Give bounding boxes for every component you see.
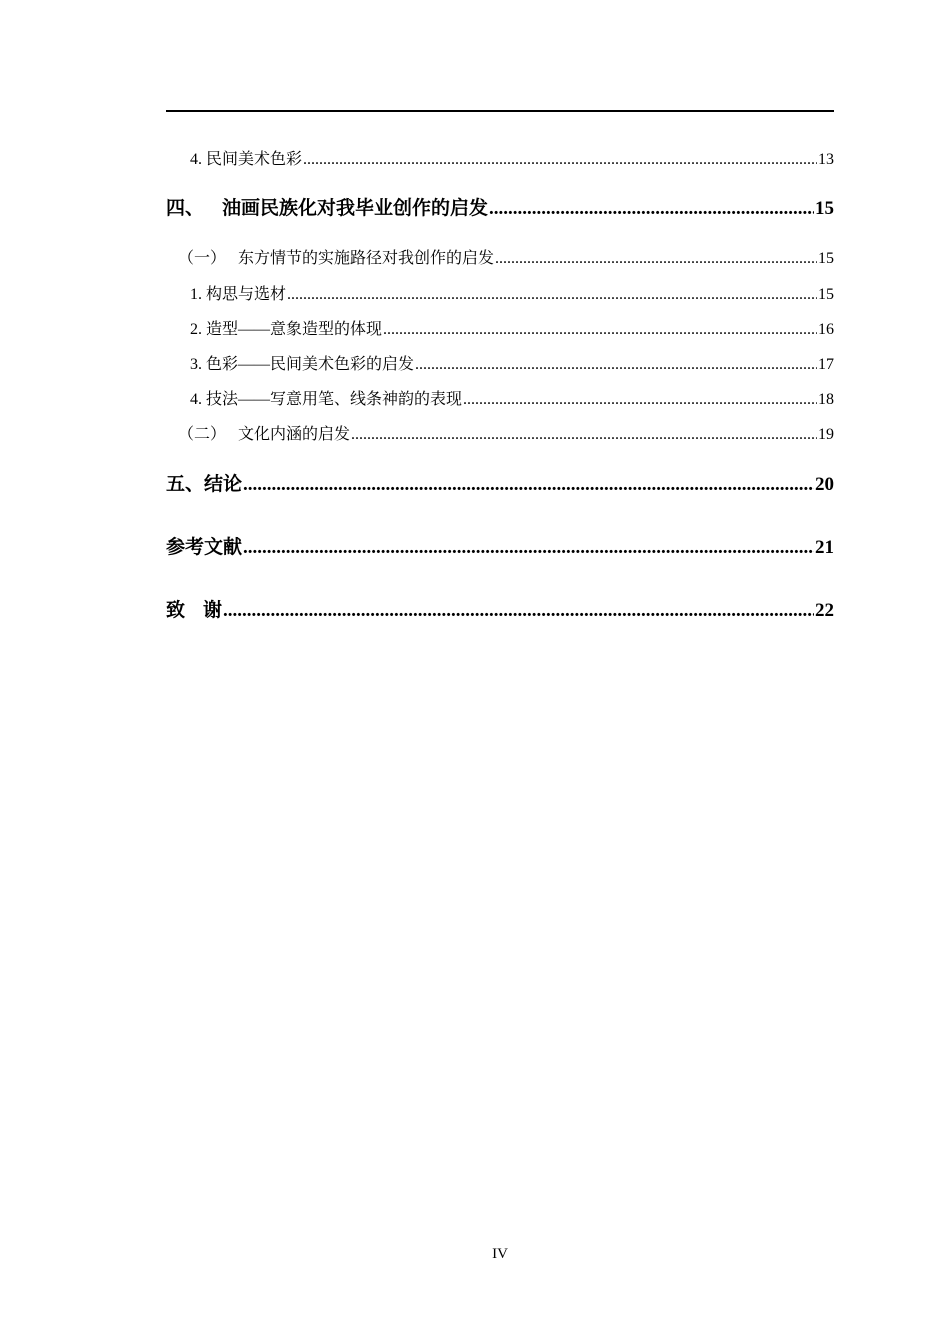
toc-entry[interactable]	[166, 421, 834, 444]
toc-entry-page: 16	[818, 321, 834, 338]
toc-entry-text: 文化内涵的启发	[238, 426, 351, 443]
dot-leader	[463, 391, 817, 409]
toc-entry-text: 致	[166, 600, 186, 621]
toc-entry-number: 四、	[166, 198, 205, 219]
toc-entry[interactable]	[166, 532, 834, 559]
toc-entry-number: （二）	[178, 426, 227, 443]
toc-entry-number: （一）	[178, 250, 227, 267]
dot-leader	[287, 286, 817, 304]
dot-leader	[351, 426, 817, 444]
toc-entry-title: 4. 民间美术色彩	[190, 151, 303, 168]
toc-entry-text: 谢	[203, 600, 223, 621]
header-rule	[166, 110, 834, 112]
toc-entry-title	[166, 193, 488, 220]
toc-entry-page: 15	[815, 198, 834, 219]
toc-entry-title: 1. 构思与选材	[190, 286, 287, 303]
toc-entry-page: 17	[818, 356, 834, 373]
toc-entry-page: 18	[818, 391, 834, 408]
dot-leader	[383, 321, 817, 339]
toc-entry-title	[166, 421, 350, 444]
toc-entry-title: 4. 技法——写意用笔、线条神韵的表现	[190, 391, 463, 408]
toc-entry-page: 20	[815, 474, 834, 495]
dot-leader	[223, 600, 814, 622]
toc-entry-page: 22	[815, 600, 834, 621]
toc-entry-title: 3. 色彩——民间美术色彩的启发	[190, 356, 415, 373]
toc-entry[interactable]	[166, 146, 834, 169]
toc-entry[interactable]	[166, 281, 834, 304]
dot-leader	[495, 250, 817, 268]
toc-entry[interactable]	[166, 351, 834, 374]
toc-entry-page: 13	[818, 151, 834, 168]
toc-entry[interactable]	[166, 469, 834, 496]
toc-entry-title: 五、结论	[166, 474, 243, 495]
toc-entry[interactable]	[166, 386, 834, 409]
toc-entry[interactable]	[166, 245, 834, 268]
dot-leader	[489, 198, 814, 220]
toc-entry-title: 2. 造型——意象造型的体现	[190, 321, 383, 338]
dot-leader	[415, 356, 817, 374]
toc-entry-page: 15	[818, 286, 834, 303]
toc-entry-title	[166, 245, 494, 268]
toc-entry-text: 油画民族化对我毕业创作的启发	[222, 198, 489, 219]
toc-entry[interactable]	[166, 595, 834, 622]
toc-entry-page: 19	[818, 426, 834, 443]
toc-entry-page: 15	[818, 250, 834, 267]
toc-entry[interactable]	[166, 193, 834, 220]
toc-entry[interactable]	[166, 316, 834, 339]
toc-entry-page: 21	[815, 537, 834, 558]
toc-entry-title: 参考文献	[166, 537, 243, 558]
toc-entry-title	[166, 595, 222, 622]
page-number: IV	[492, 1246, 508, 1262]
toc-entry-text: 东方情节的实施路径对我创作的启发	[238, 250, 495, 267]
dot-leader	[303, 151, 817, 169]
dot-leader	[243, 537, 814, 559]
dot-leader	[243, 474, 814, 496]
